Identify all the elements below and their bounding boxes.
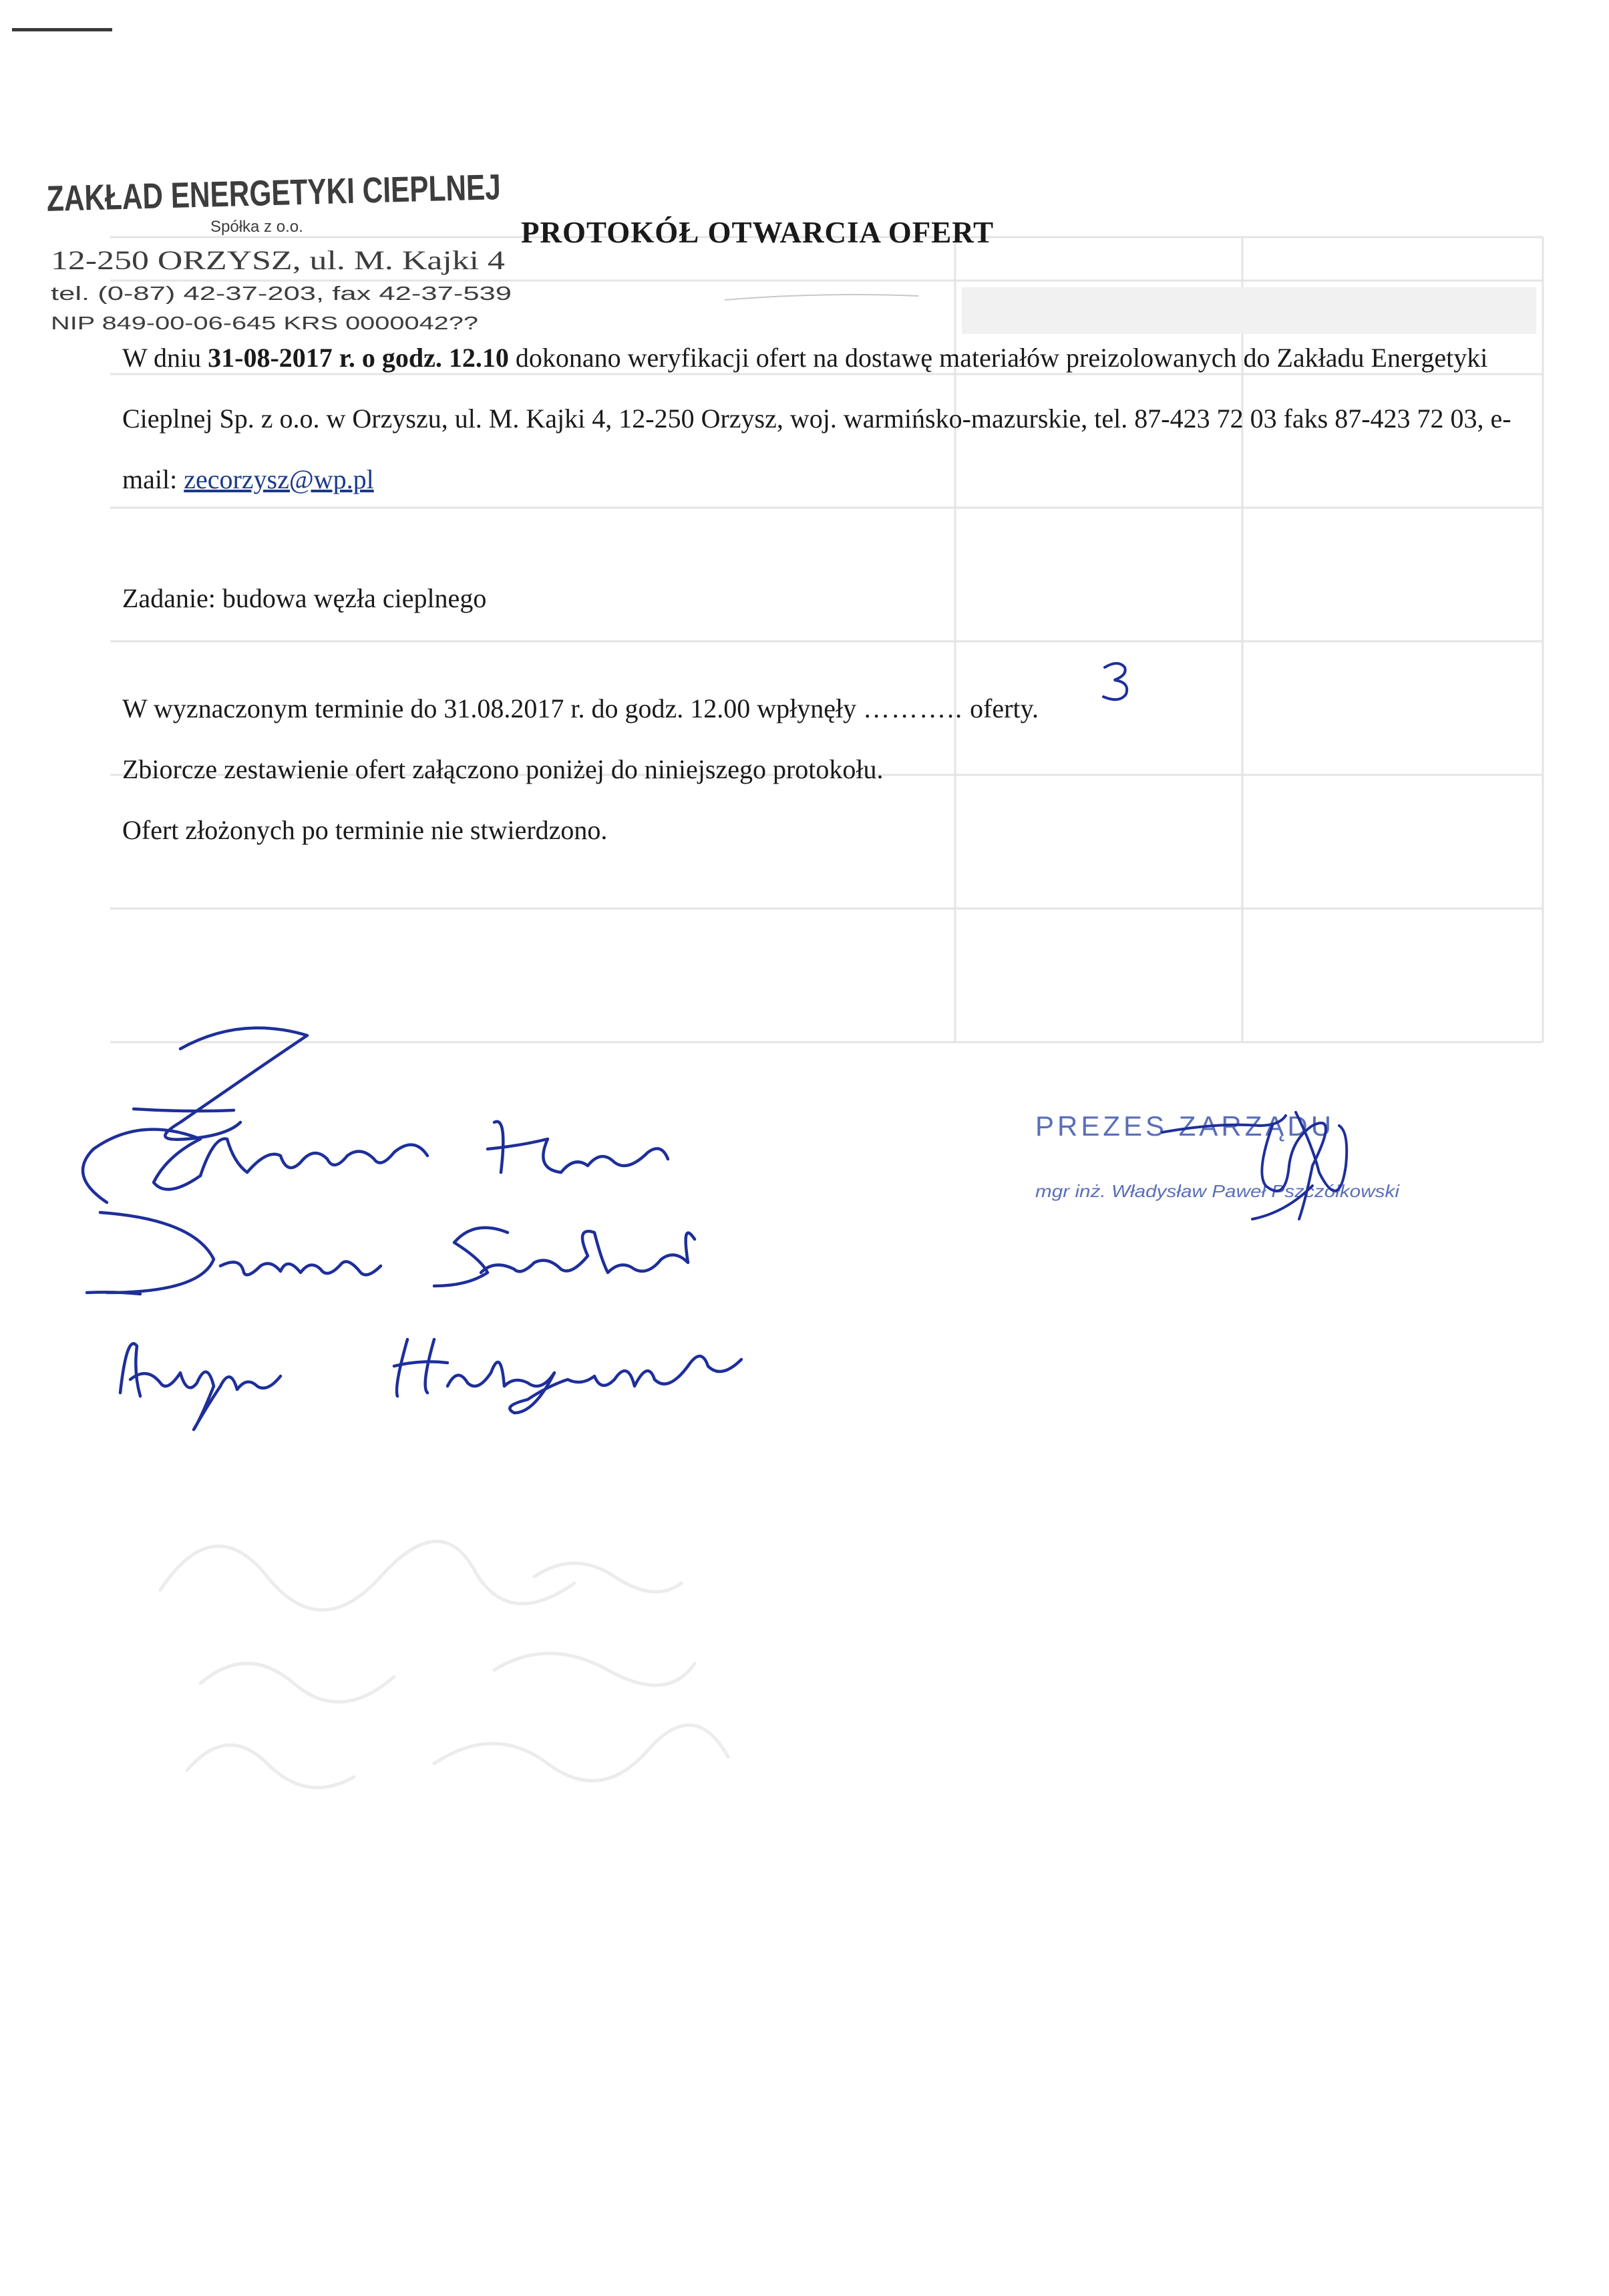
president-name: mgr inż. Władysław Paweł Pszczółkowski — [1035, 1181, 1401, 1201]
paragraph-body: dokonano weryfikacji ofert na dostawę materiałów preizolowanych do Zakładu Energetyki Cieplnej Sp. z o.o. w Orzyszu, ul. M. Kajki 4, 12-250 Orzysz, woj. warmińsko-mazurskie, tel. 87-423 72 03 faks 87-423 72 03, e-mail: — [122, 343, 1511, 494]
verification-paragraph — [122, 327, 1518, 510]
president-stamp — [1032, 1086, 1406, 1239]
task-line: Zadanie: budowa węzła cieplnego — [122, 583, 487, 613]
paragraph-lead: W dniu — [122, 343, 208, 373]
signature-smakosz — [80, 1192, 708, 1306]
signature-zebrowska — [67, 1022, 681, 1209]
offers-count-tail: oferty. — [963, 693, 1039, 723]
signature-halozynska — [100, 1319, 755, 1433]
president-title: PREZES ZARZĄDU — [1035, 1110, 1335, 1142]
stamp-phone: tel. (0-87) 42-37-203, fax 42-37-539 — [51, 283, 512, 305]
late-offers-line: Ofert złożonych po terminie nie stwierdzono. — [122, 815, 608, 845]
top-edge-mark — [12, 28, 112, 31]
handwritten-offer-count — [1095, 658, 1135, 705]
opening-date: 31-08-2017 r. o godz. 12.10 — [208, 343, 509, 373]
offers-count-dots: ……….. — [863, 693, 964, 723]
summary-attached-line: Zbiorcze zestawienie ofert załączono poniżej do niniejszego protokołu. — [122, 754, 884, 784]
company-stamp — [46, 157, 627, 341]
stamp-address: 12-250 ORZYSZ, ul. M. Kajki 4 — [51, 245, 505, 275]
faint-underline — [721, 291, 922, 304]
offers-count-line — [122, 678, 1518, 739]
stamp-company: ZAKŁAD ENERGETYKI CIEPLNEJ — [46, 164, 627, 219]
stamp-ids: NIP 849-00-06-645 KRS 0000042?? — [51, 313, 478, 333]
stamp-form: Spółka z o.o. — [210, 218, 303, 236]
offers-count-lead: W wyznaczonym terminie do 31.08.2017 r. do godz. 12.00 wpłynęły — [122, 693, 864, 723]
email-link[interactable]: zecorzysz@wp.pl — [184, 464, 374, 494]
document-title: PROTOKÓŁ OTWARCIA OFERT — [521, 216, 995, 249]
offers-section — [122, 678, 1518, 860]
